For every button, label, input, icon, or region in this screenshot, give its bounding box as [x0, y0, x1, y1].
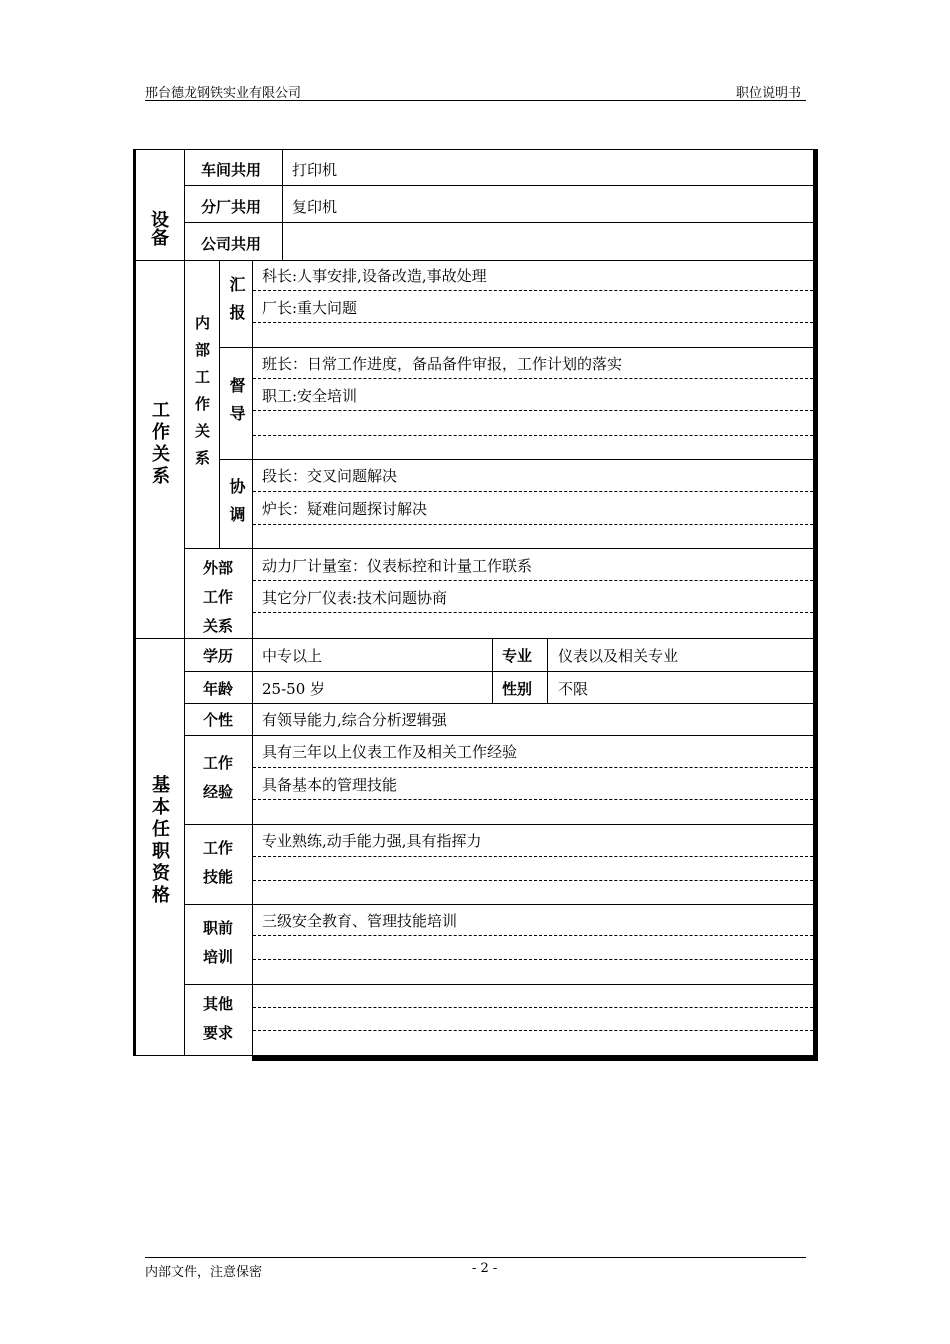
report-label: 汇报 [227, 276, 246, 332]
supervise-line-1: 班长：日常工作进度，备品备件审报，工作计划的落实 [262, 355, 623, 373]
coordinate-label: 协调 [227, 478, 246, 534]
footer-rule [145, 1257, 806, 1258]
experience-label: 工作经验 [203, 754, 234, 801]
education-label: 学历 [203, 647, 234, 665]
equipment-label-branch: 分厂共用 [201, 198, 262, 216]
section-relations: 工作关系 [149, 400, 170, 488]
equipment-label-workshop: 车间共用 [201, 161, 262, 179]
gender-label: 性别 [502, 680, 533, 698]
header-rule [145, 100, 806, 101]
experience-line-2: 具备基本的管理技能 [262, 776, 398, 794]
equipment-value-branch: 复印机 [292, 198, 338, 216]
skills-line-1: 专业熟练,动手能力强,具有指挥力 [262, 832, 482, 850]
external-line-1: 动力厂计量室：仪表标控和计量工作联系 [262, 557, 533, 575]
section-qualifications: 基本任职资格 [149, 775, 170, 907]
training-line-1: 三级安全教育、管理技能培训 [262, 912, 458, 930]
age-label: 年龄 [203, 680, 234, 698]
report-line-1: 科长:人事安排,设备改造,事故处理 [262, 267, 487, 285]
supervise-line-2: 职工:安全培训 [262, 387, 358, 405]
page-number: - 2 - [472, 1261, 498, 1276]
coordinate-line-1: 段长：交叉问题解决 [262, 467, 398, 485]
section-equipment: 设备 [148, 210, 169, 246]
coordinate-line-2: 炉长：疑难问题探讨解决 [262, 500, 428, 518]
training-label: 职前培训 [203, 919, 234, 966]
personality-label: 个性 [203, 711, 234, 729]
other-requirements-label: 其他要求 [203, 995, 234, 1042]
experience-line-1: 具有三年以上仪表工作及相关工作经验 [262, 743, 518, 761]
external-line-2: 其它分厂仪表:技术问题协商 [262, 589, 448, 607]
personality-value: 有领导能力,综合分析逻辑强 [262, 711, 447, 729]
major-value: 仪表以及相关专业 [558, 647, 679, 665]
internal-relations-label: 内部工作关系 [193, 315, 211, 477]
supervise-label: 督导 [227, 377, 246, 433]
equipment-value-workshop: 打印机 [292, 161, 338, 179]
equipment-label-company: 公司共用 [201, 235, 262, 253]
skills-label: 工作技能 [203, 839, 234, 886]
company-name: 邢台德龙钢铁实业有限公司 [145, 86, 302, 101]
age-value: 25-50 岁 [262, 680, 326, 698]
major-label: 专业 [502, 647, 533, 665]
external-relations-label: 外部工作关系 [203, 559, 234, 635]
gender-value: 不限 [558, 680, 589, 698]
document-title: 职位说明书 [736, 86, 802, 101]
confidential-note: 内部文件，注意保密 [145, 1265, 263, 1280]
education-value: 中专以上 [262, 647, 323, 665]
report-line-2: 厂长:重大问题 [262, 299, 358, 317]
